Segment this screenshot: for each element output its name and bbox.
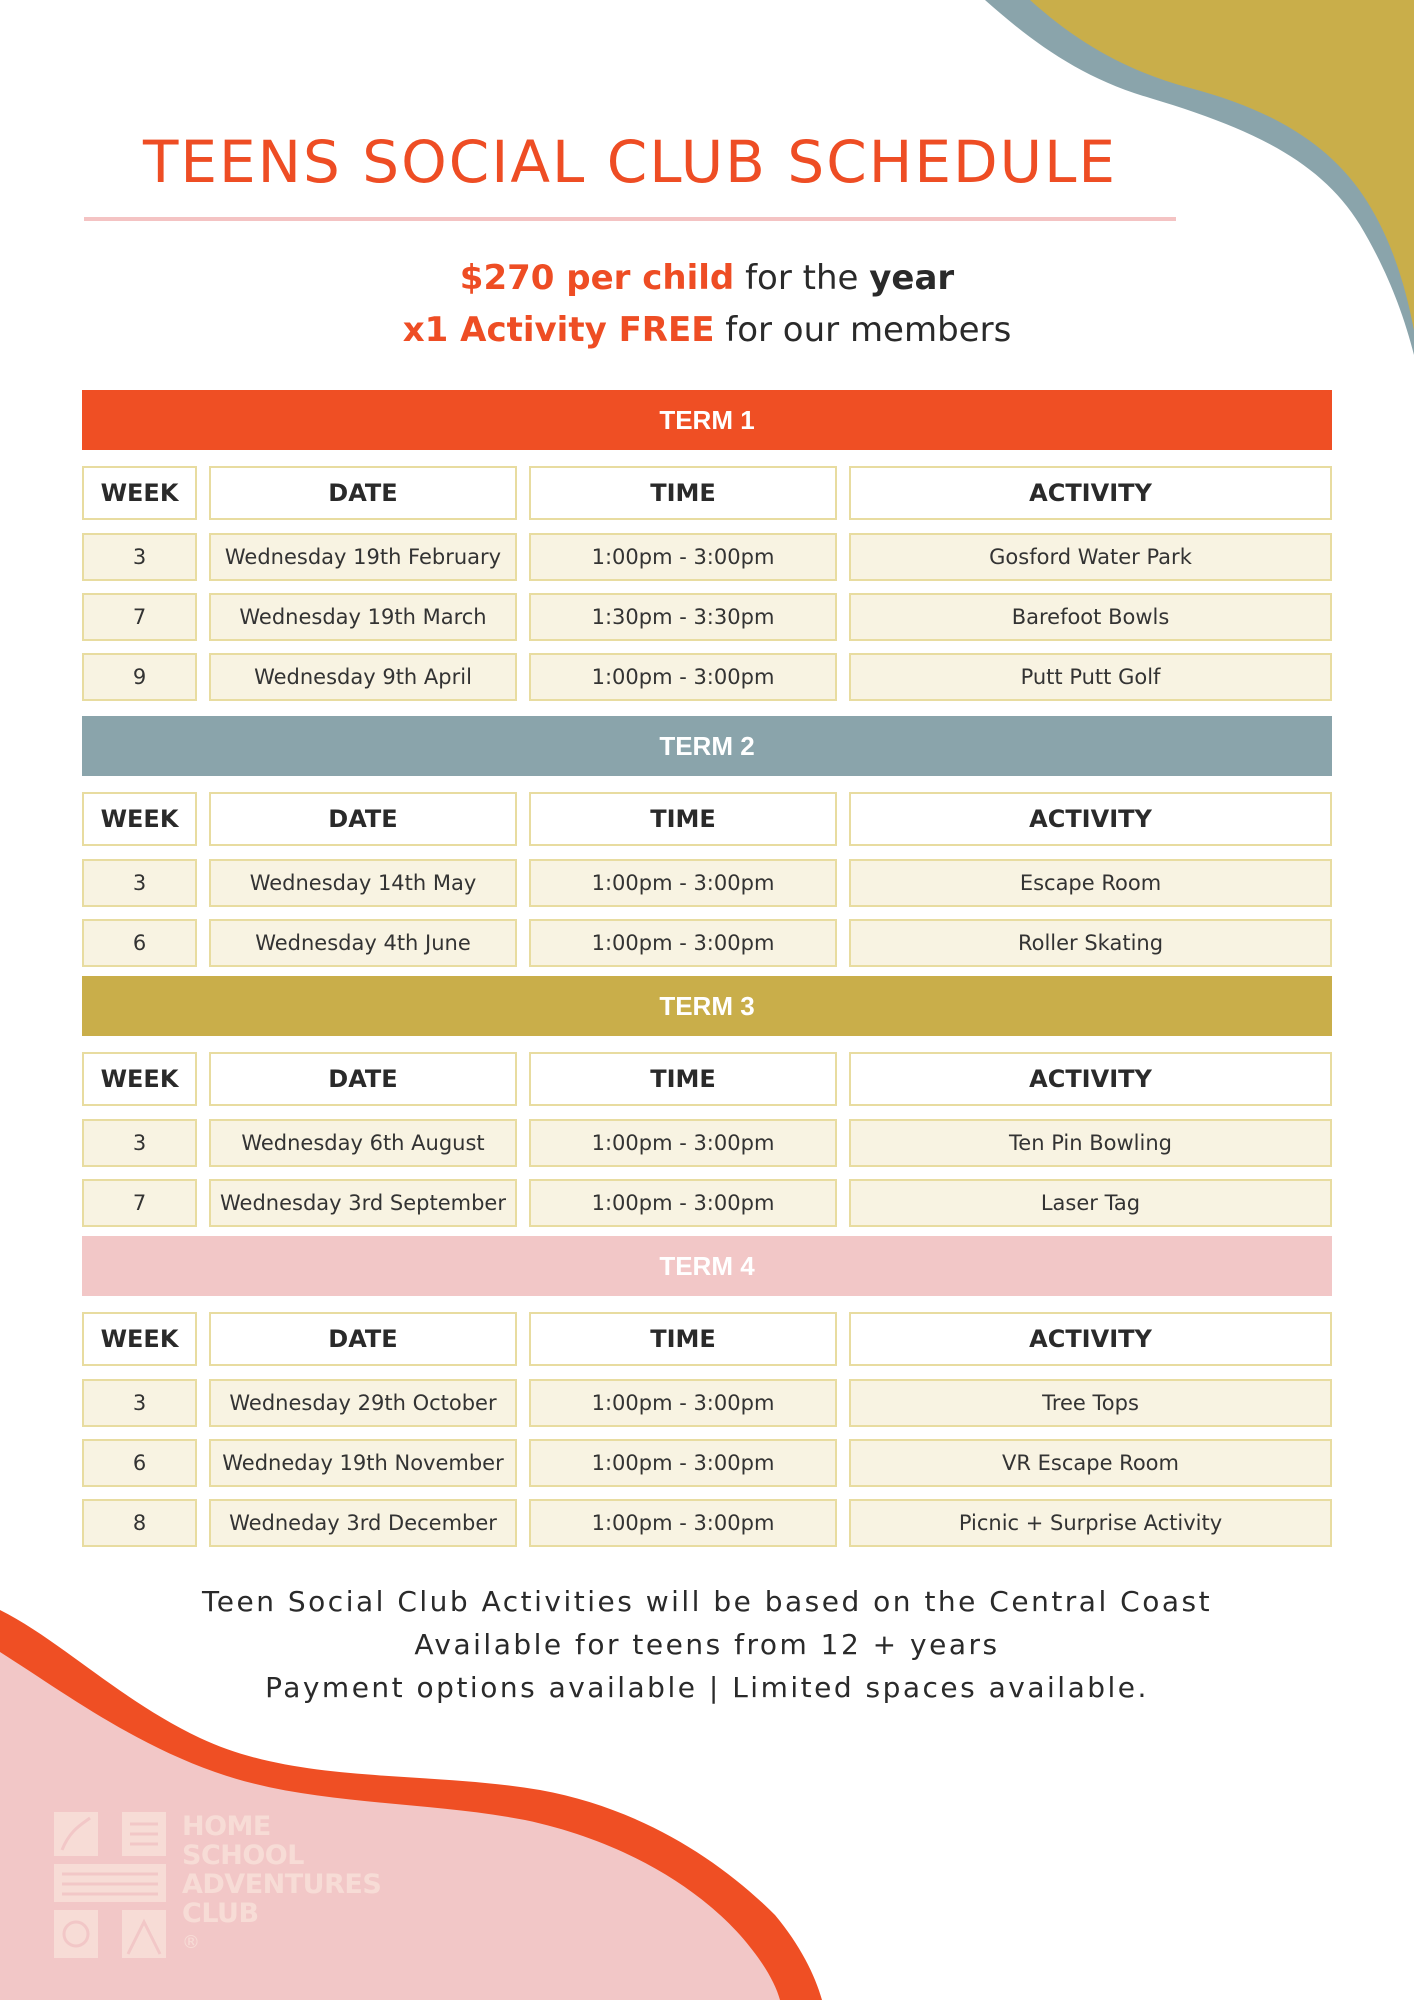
footer-line-payment: Payment options available | Limited spaces available. [265,1671,1149,1704]
pricing-block [84,252,1330,356]
table-cell-time: 1:00pm - 3:00pm [529,919,837,967]
column-header-activity: ACTIVITY [849,1052,1332,1106]
column-header-week: WEEK [82,1312,197,1366]
table-cell-week: 7 [82,593,197,641]
table-cell-date: Wednesday 29th October [209,1379,517,1427]
table-cell-activity: VR Escape Room [849,1439,1332,1487]
table-cell-week: 9 [82,653,197,701]
term-4-header: TERM 4 [82,1236,1332,1296]
pricing-period: year [869,258,955,298]
table-cell-date: Wednesday 19th March [209,593,517,641]
table-cell-activity: Roller Skating [849,919,1332,967]
table-cell-time: 1:00pm - 3:00pm [529,533,837,581]
table-cell-date: Wedneday 3rd December [209,1499,517,1547]
table-cell-activity: Picnic + Surprise Activity [849,1499,1332,1547]
footer-line-location: Teen Social Club Activities will be based on the Central Coast [201,1585,1213,1618]
table-cell-week: 6 [82,919,197,967]
free-activity-text: x1 Activity FREE [402,310,715,350]
table-cell-date: Wednesday 4th June [209,919,517,967]
footer-notes [84,1580,1330,1709]
column-header-date: DATE [209,466,517,520]
club-logo-text [182,1812,381,1957]
term-2-header: TERM 2 [82,716,1332,776]
table-cell-date: Wednesday 19th February [209,533,517,581]
column-header-time: TIME [529,466,837,520]
column-header-time: TIME [529,1052,837,1106]
table-cell-activity: Escape Room [849,859,1332,907]
logo-line-home: HOME [182,1811,271,1842]
column-header-week: WEEK [82,1052,197,1106]
table-cell-date: Wednesday 9th April [209,653,517,701]
table-cell-time: 1:30pm - 3:30pm [529,593,837,641]
table-cell-date: Wednesday 14th May [209,859,517,907]
column-header-activity: ACTIVITY [849,466,1332,520]
page-title: TEENS SOCIAL CLUB SCHEDULE [142,128,1118,196]
table-cell-date: Wednesday 3rd September [209,1179,517,1227]
table-cell-week: 3 [82,1379,197,1427]
table-cell-time: 1:00pm - 3:00pm [529,1119,837,1167]
term-1-header: TERM 1 [82,390,1332,450]
table-cell-activity: Tree Tops [849,1379,1332,1427]
column-header-date: DATE [209,792,517,846]
table-cell-time: 1:00pm - 3:00pm [529,653,837,701]
logo-line-club: CLUB [182,1898,259,1929]
column-header-time: TIME [529,1312,837,1366]
table-cell-time: 1:00pm - 3:00pm [529,1439,837,1487]
column-header-time: TIME [529,792,837,846]
table-cell-time: 1:00pm - 3:00pm [529,1379,837,1427]
table-cell-activity: Ten Pin Bowling [849,1119,1332,1167]
members-text: for our members [714,310,1012,350]
column-header-week: WEEK [82,466,197,520]
table-cell-activity: Gosford Water Park [849,533,1332,581]
table-cell-date: Wedneday 19th November [209,1439,517,1487]
table-cell-activity: Laser Tag [849,1179,1332,1227]
title-divider [84,217,1176,221]
table-cell-week: 3 [82,533,197,581]
table-cell-week: 7 [82,1179,197,1227]
club-logo-icon [52,1810,172,1960]
price-text: $270 per child [459,258,735,298]
column-header-date: DATE [209,1052,517,1106]
logo-line-school: SCHOOL [182,1840,304,1871]
table-cell-time: 1:00pm - 3:00pm [529,859,837,907]
footer-line-age: Available for teens from 12 + years [414,1628,1000,1661]
term-3-header: TERM 3 [82,976,1332,1036]
table-cell-activity: Putt Putt Golf [849,653,1332,701]
registered-mark: ® [182,1932,200,1953]
column-header-activity: ACTIVITY [849,1312,1332,1366]
table-cell-week: 8 [82,1499,197,1547]
column-header-date: DATE [209,1312,517,1366]
pricing-line-1 [84,252,1330,304]
table-cell-time: 1:00pm - 3:00pm [529,1179,837,1227]
pricing-line-2 [84,304,1330,356]
column-header-activity: ACTIVITY [849,792,1332,846]
table-cell-week: 6 [82,1439,197,1487]
table-cell-activity: Barefoot Bowls [849,593,1332,641]
pricing-connector: for the [734,258,870,298]
table-cell-week: 3 [82,859,197,907]
logo-line-adventures: ADVENTURES [182,1869,382,1900]
table-cell-week: 3 [82,1119,197,1167]
table-cell-time: 1:00pm - 3:00pm [529,1499,837,1547]
table-cell-date: Wednesday 6th August [209,1119,517,1167]
column-header-week: WEEK [82,792,197,846]
